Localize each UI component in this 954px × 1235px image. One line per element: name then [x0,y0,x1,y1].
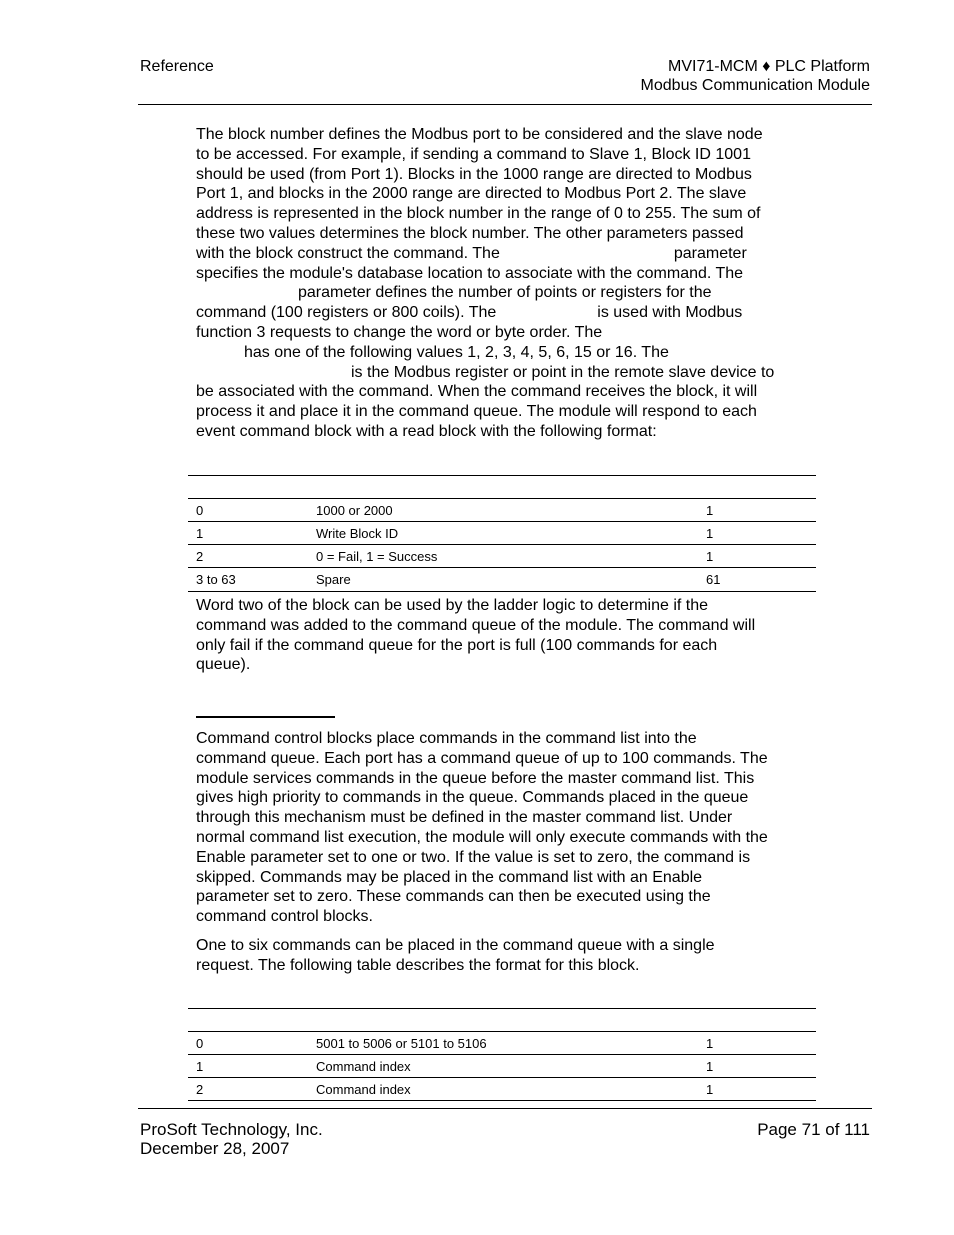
paragraph-one-to-six [196,936,826,976]
text-line: command was added to the command queue of the module. The command will [196,616,756,634]
description-cell: Write Block ID [308,522,698,545]
footer-divider [138,1108,872,1109]
section-heading-underline [196,716,335,718]
text-line: module services commands in the queue before the master command list. This [196,769,755,787]
paragraph-command-control [196,729,826,927]
text-line: process it and place it in the command queue. The module will respond to each [196,403,757,421]
text-line: parameter set to zero. These commands can then be executed using the [196,888,711,906]
table-header-row [188,1009,816,1032]
text-line: Command control blocks place commands in the command list into the [196,730,697,747]
length-cell: 1 [698,499,816,522]
table-row [188,1055,816,1078]
text-line: Port 1, and blocks in the 2000 range are directed to Modbus Port 2. The slave [196,185,747,203]
description-cell: Command index [308,1078,698,1101]
word-offset-cell: 1 [188,1055,308,1078]
header-section-label: Reference [140,58,214,75]
text-line: Word two of the block can be used by the ladder logic to determine if the [196,597,708,614]
text-line: The block number defines the Modbus port to be considered and the slave node [196,126,763,143]
text-line: to be accessed. For example, if sending a command to Slave 1, Block ID 1001 [196,145,751,163]
word-offset-cell: 1 [188,522,308,545]
text-line: only fail if the command queue for the port is full (100 commands for each [196,636,718,654]
command-control-table [188,1009,816,1101]
text-line: One to six commands can be placed in the command queue with a single [196,937,715,954]
header-product-line2: Modbus Communication Module [640,77,870,94]
text-line: specifies the module's database location to associate with the command. The [196,264,744,282]
header-product-line1: MVI71-MCM ♦ PLC Platform [668,58,870,75]
text-line: normal command list execution, the module will only execute commands with the [196,828,768,846]
word-offset-cell: 3 to 63 [188,568,308,592]
word-offset-cell: 0 [188,499,308,522]
text-line: request. The following table describes the format for this block. [196,956,640,974]
text-line [196,343,826,363]
footer-page-number: Page 71 of 111 [757,1120,870,1139]
table-row [188,1032,816,1055]
length-cell: 1 [698,1055,816,1078]
description-cell: Command index [308,1055,698,1078]
text-line: address is represented in the block number in the range of 0 to 255. The sum of [196,205,761,223]
text-line [196,244,826,264]
text-line: should be used (from Port 1). Blocks in the 1000 range are directed to Modbus [196,165,752,183]
text-line [196,283,826,303]
text-fragment: is used with Modbus [597,304,743,322]
footer-company: ProSoft Technology, Inc. [140,1120,323,1139]
length-cell: 1 [698,522,816,545]
table-row [188,545,816,568]
text-fragment: parameter defines the number of points or registers for the [298,284,712,302]
text-fragment: is the Modbus register or point in the remote slave device to [351,363,775,381]
word-offset-cell: 2 [188,545,308,568]
text-line: through this mechanism must be defined in the master command list. Under [196,809,733,827]
description-cell: 0 = Fail, 1 = Success [308,545,698,568]
header-product-title [641,57,870,95]
footer-left [140,1120,323,1158]
length-cell: 1 [698,545,816,568]
length-cell: 1 [698,1032,816,1055]
text-line: queue). [196,656,251,674]
header-divider [138,104,872,105]
table-row [188,499,816,522]
text-line: function 3 requests to change the word or byte order. The [196,323,603,341]
text-line: these two values determines the block number. The other parameters passed [196,224,744,242]
description-cell: Spare [308,568,698,592]
text-line: Enable parameter set to one or two. If the value is set to zero, the command is [196,848,751,866]
text-line: gives high priority to commands in the queue. Commands placed in the queue [196,789,749,807]
word-offset-cell: 2 [188,1078,308,1101]
text-line: command control blocks. [196,908,373,926]
table-row [188,522,816,545]
text-line: be associated with the command. When the command receives the block, it will [196,383,758,401]
text-line: skipped. Commands may be placed in the command list with an Enable [196,868,703,886]
text-line [196,363,826,383]
footer-date: December 28, 2007 [140,1139,290,1158]
text-line: event command block with a read block with the following format: [196,422,657,440]
text-fragment: parameter [673,244,747,262]
paragraph-block-number [196,125,826,442]
text-fragment: with the block construct the command. The [196,244,500,262]
response-block-table [188,476,816,592]
text-fragment: command (100 registers or 800 coils). The [196,304,497,322]
table-row [188,568,816,592]
description-cell: 1000 or 2000 [308,499,698,522]
text-fragment: has one of the following values 1, 2, 3, 4, 5, 6, 15 or 16. The [244,343,669,361]
text-line [196,303,826,323]
length-cell: 1 [698,1078,816,1101]
table-row [188,1078,816,1101]
paragraph-word-two [196,596,826,675]
word-offset-cell: 0 [188,1032,308,1055]
table-header-row [188,476,816,499]
description-cell: 5001 to 5006 or 5101 to 5106 [308,1032,698,1055]
length-cell: 61 [698,568,816,592]
text-line: command queue. Each port has a command queue of up to 100 commands. The [196,749,768,767]
